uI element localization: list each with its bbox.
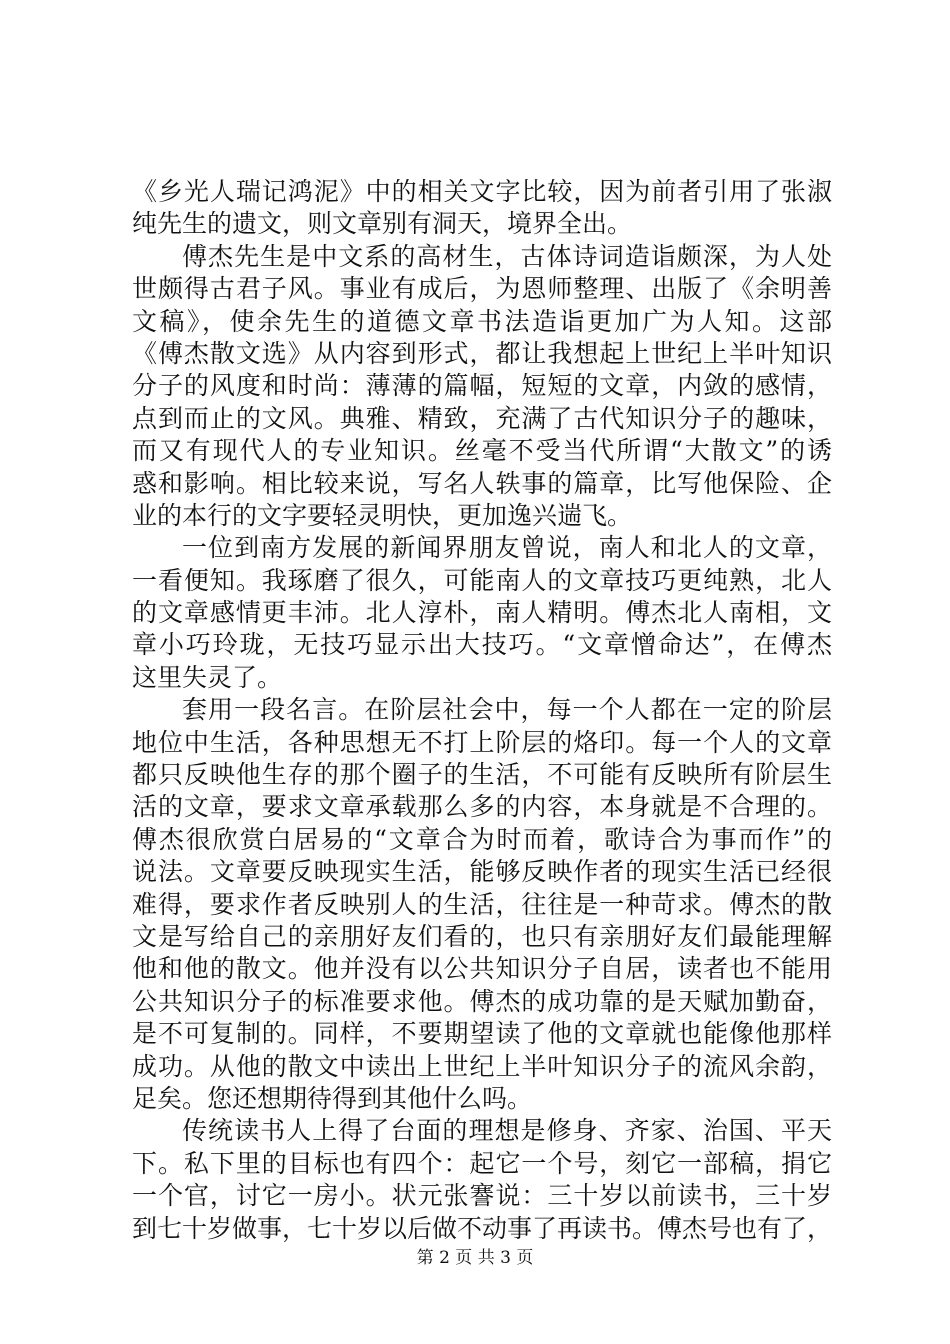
text-line: 而又有现代人的专业知识。丝毫不受当代所谓“大散文”的诱 — [132, 436, 832, 466]
text-line: 足矣。您还想期待得到其他什么吗。 — [132, 1083, 533, 1113]
text-line: 地位中生活，各种思想无不打上阶层的烙印。每一个人的文章 — [132, 727, 832, 757]
text-line: 这里失灵了。 — [132, 662, 283, 692]
text-line: 下。私下里的目标也有四个：起它一个号，刻它一部稿，捐它 — [132, 1148, 832, 1178]
text-line: 难得，要求作者反映别人的生活，往往是一种苛求。傅杰的散 — [132, 889, 832, 919]
text-line: 章小巧玲珑，无技巧显示出大技巧。“文章憎命达”，在傅杰 — [132, 630, 832, 660]
text-line: 业的本行的文字要轻灵明快，更加逸兴遄飞。 — [132, 500, 633, 530]
text-line: 一个官，讨它一房小。状元张謇说：三十岁以前读书，三十岁 — [132, 1181, 832, 1211]
text-line: 是不可复制的。同样，不要期望读了他的文章就也能像他那样 — [132, 1019, 832, 1049]
text-line: 纯先生的遗文，则文章别有洞天，境界全出。 — [132, 209, 633, 239]
text-line: 惑和影响。相比较来说，写名人轶事的篇章，比写他保险、企 — [132, 468, 832, 498]
text-line: 的文章感情更丰沛。北人淳朴，南人精明。傅杰北人南相，文 — [132, 598, 832, 628]
text-line: 《乡光人瑞记鸿泥》中的相关文字比较，因为前者引用了张淑 — [132, 177, 832, 206]
text-line: 说法。文章要反映现实生活，能够反映作者的现实生活已经很 — [132, 857, 832, 887]
text-line: 文是写给自己的亲朋好友们看的，也只有亲朋好友们最能理解 — [132, 921, 832, 951]
text-line: 传统读书人上得了台面的理想是修身、齐家、治国、平天 — [182, 1116, 832, 1146]
text-line: 他和他的散文。他并没有以公共知识分子自居，读者也不能用 — [132, 954, 832, 984]
document-body — [132, 176, 832, 1245]
text-line: 套用一段名言。在阶层社会中，每一个人都在一定的阶层 — [182, 695, 832, 725]
text-line: 公共知识分子的标准要求他。傅杰的成功靠的是天赋加勤奋， — [132, 986, 832, 1016]
text-line: 一位到南方发展的新闻界朋友曾说，南人和北人的文章， — [182, 533, 832, 563]
text-line: 成功。从他的散文中读出上世纪上半叶知识分子的流风余韵， — [132, 1051, 832, 1081]
text-line: 活的文章，要求文章承载那么多的内容，本身就是不合理的。 — [132, 792, 832, 822]
text-line: 分子的风度和时尚：薄薄的篇幅，短短的文章，内敛的感情， — [132, 371, 832, 401]
text-line: 一看便知。我琢磨了很久，可能南人的文章技巧更纯熟，北人 — [132, 565, 832, 595]
text-line: 傅杰先生是中文系的高材生，古体诗词造诣颇深，为人处 — [182, 241, 832, 271]
text-line: 文稿》，使余先生的道德文章书法造诣更加广为人知。这部 — [132, 306, 832, 336]
text-line: 点到而止的文风。典雅、精致，充满了古代知识分子的趣味， — [132, 403, 832, 433]
text-line: 都只反映他生存的那个圈子的生活，不可能有反映所有阶层生 — [132, 760, 832, 790]
text-line: 到七十岁做事，七十岁以后做不动事了再读书。傅杰号也有了， — [132, 1213, 832, 1243]
text-line: 世颇得古君子风。事业有成后，为恩师整理、出版了《余明善 — [132, 274, 832, 304]
text-line: 《傅杰散文选》从内容到形式，都让我想起上世纪上半叶知识 — [132, 338, 832, 368]
page-footer: 第 2 页 共 3 页 — [416, 1248, 534, 1268]
text-line: 傅杰很欣赏白居易的“文章合为时而着，歌诗合为事而作”的 — [132, 824, 832, 854]
